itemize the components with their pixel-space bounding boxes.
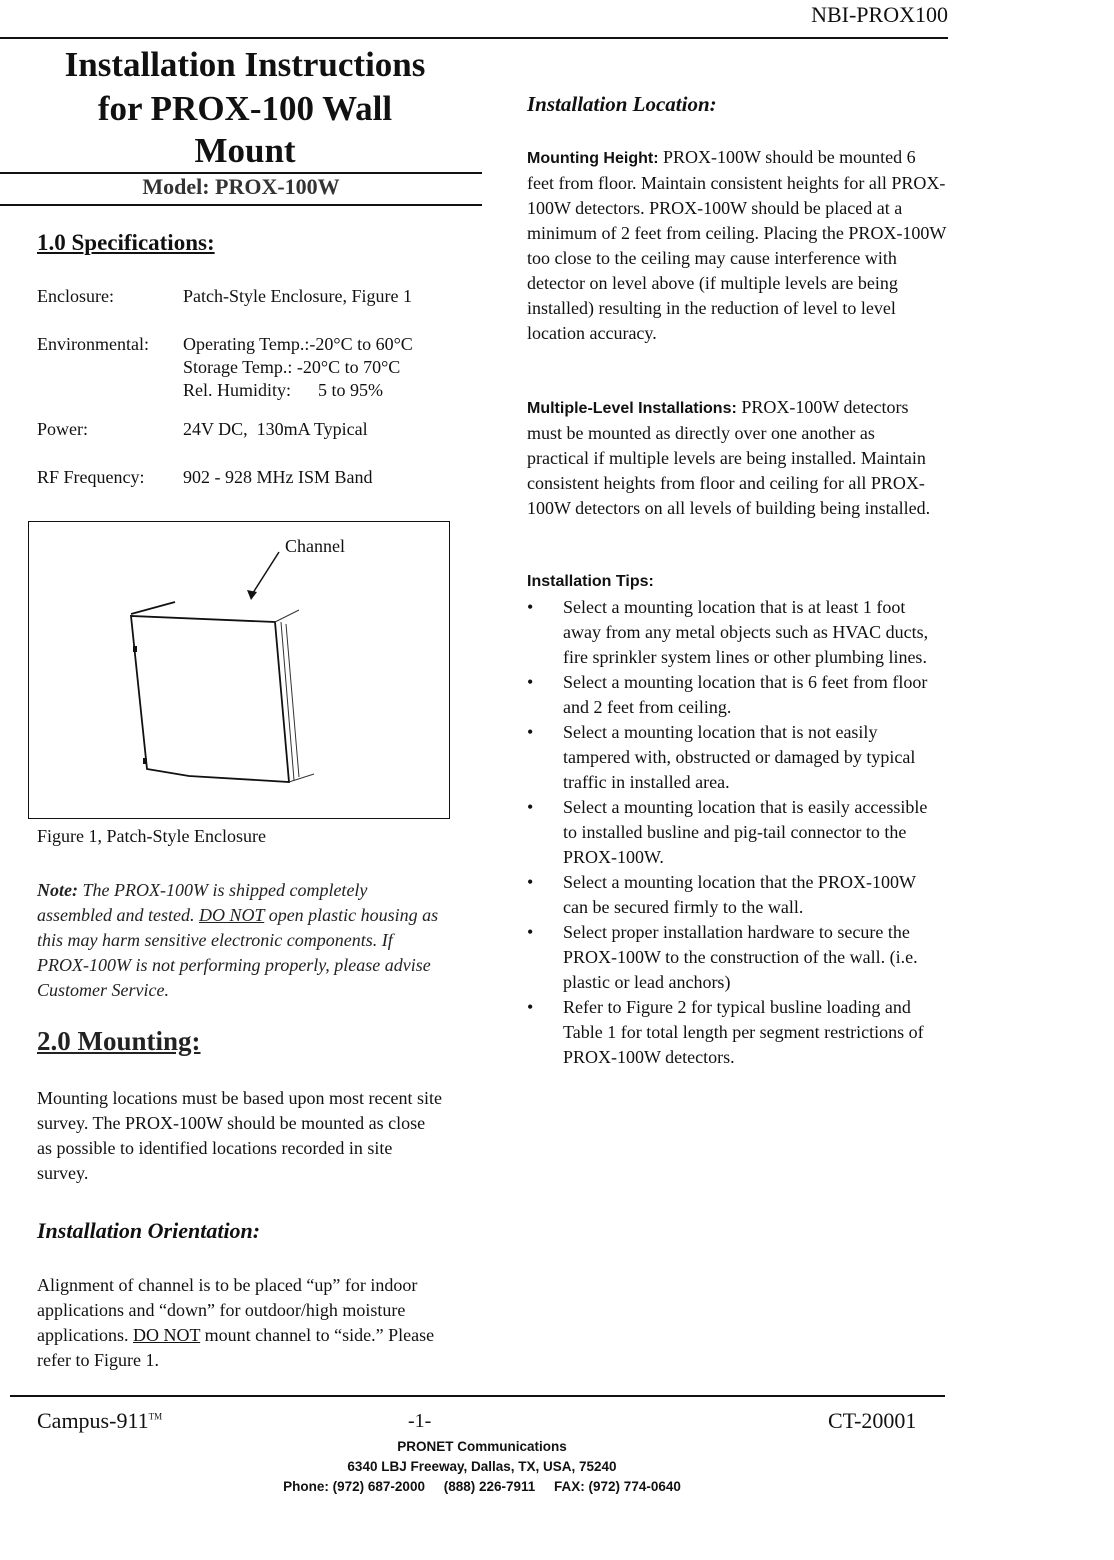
model-rule: [0, 204, 482, 206]
company: PRONET Communications: [397, 1439, 567, 1454]
list-item: • Select a mounting location that is 6 feet from floor and 2 feet from ceiling.: [527, 670, 937, 720]
title-line-2: for PROX-100 Wall: [97, 89, 393, 128]
orientation-heading: Installation Orientation:: [37, 1218, 261, 1243]
spec-row: Power: 24V DC, 130mA Typical: [37, 419, 368, 439]
mounting-heading: 2.0 Mounting:: [37, 1026, 201, 1056]
address: 6340 LBJ Freeway, Dallas, TX, USA, 75240: [347, 1459, 617, 1474]
title-line-3: Mount: [194, 131, 296, 170]
list-item: • Select a mounting location that the PROX-100W can be secured firmly to the wall.: [527, 870, 937, 920]
list-item: • Select a mounting location that is at least 1 foot away from any metal objects such as HVAC ducts, fire sprinkler system lines or other plumbing lines.: [527, 595, 937, 670]
spec-row: RF Frequency: 902 - 928 MHz ISM Band: [37, 467, 373, 487]
model: Model: PROX-100W: [142, 174, 340, 199]
list-item: • Select proper installation hardware to secure the PROX-100W to the construction of the wall. (i.e. plastic or lead anchors): [527, 920, 937, 995]
list-item: • Select a mounting location that is easily accessible to installed busline and pig-tail connector to the PROX-100W.: [527, 795, 937, 870]
orientation-text: Alignment of channel is to be placed “up” for indoor applications and “down” for outdoor/high moisture applications. DO NOT mount channel to “side.” Please refer to Figure 1.: [37, 1275, 435, 1370]
tips-list: [527, 595, 937, 1070]
multi-level: Multiple-Level Installations: PROX-100W detectors must be mounted as directly over one another as practical if multiple levels are being installed. Maintain consistent heights from floor and ceiling for all PROX-100W detectors on all levels of building being installed.: [527, 397, 931, 518]
tips-heading: Installation Tips:: [527, 573, 654, 590]
enclosure-illustration: [29, 522, 449, 818]
mounting-text: Mounting locations must be based upon most recent site survey. The PROX-100W should be mounted as close as possible to identified locations recorded in site survey.: [37, 1088, 442, 1183]
figure-1-box: [28, 521, 450, 819]
note: Note: The PROX-100W is shipped completely assembled and tested. DO NOT open plastic housing as this may harm sensitive electronic components. If PROX-100W is not performing properly, please advise Customer Service.: [37, 880, 439, 1000]
page-number: -1-: [408, 1410, 432, 1432]
doc-code: CT-20001: [828, 1408, 917, 1433]
doc-id: NBI-PROX100: [811, 2, 948, 27]
specs-table: [37, 285, 457, 489]
channel-label: Channel: [285, 536, 345, 556]
specs-heading: 1.0 Specifications:: [37, 230, 215, 255]
header-rule: [0, 37, 948, 39]
footer-rule: [10, 1395, 945, 1397]
mounting-height: Mounting Height: PROX-100W should be mounted 6 feet from floor. Maintain consistent heights for all PROX-100W detectors. PROX-100W should be placed at a minimum of 2 feet from ceiling. Placing the PROX-100W too close to the ceiling may cause interference with detector on level above (if multiple levels are being installed) resulting in the reduction of level to level location accuracy.: [527, 147, 947, 343]
list-item: • Select a mounting location that is not easily tampered with, obstructed or damaged by typical traffic in installed area.: [527, 720, 937, 795]
phone: Phone: (972) 687-2000 (888) 226-7911 FAX: (972) 774-0640: [283, 1479, 681, 1494]
spec-row: Environmental: Operating Temp.:-20°C to 60°C Storage Temp.: -20°C to 70°C Rel. Humidity: 5 to 95%: [37, 334, 413, 400]
product-name: Campus-911™: [37, 1408, 163, 1433]
figure-caption: Figure 1, Patch-Style Enclosure: [37, 826, 266, 846]
location-heading: Installation Location:: [527, 92, 717, 116]
spec-row: Enclosure: Patch-Style Enclosure, Figure 1: [37, 286, 412, 306]
title-line-1: Installation Instructions: [64, 45, 426, 84]
list-item: • Refer to Figure 2 for typical busline loading and Table 1 for total length per segment restrictions of PROX-100W detectors.: [527, 995, 937, 1070]
